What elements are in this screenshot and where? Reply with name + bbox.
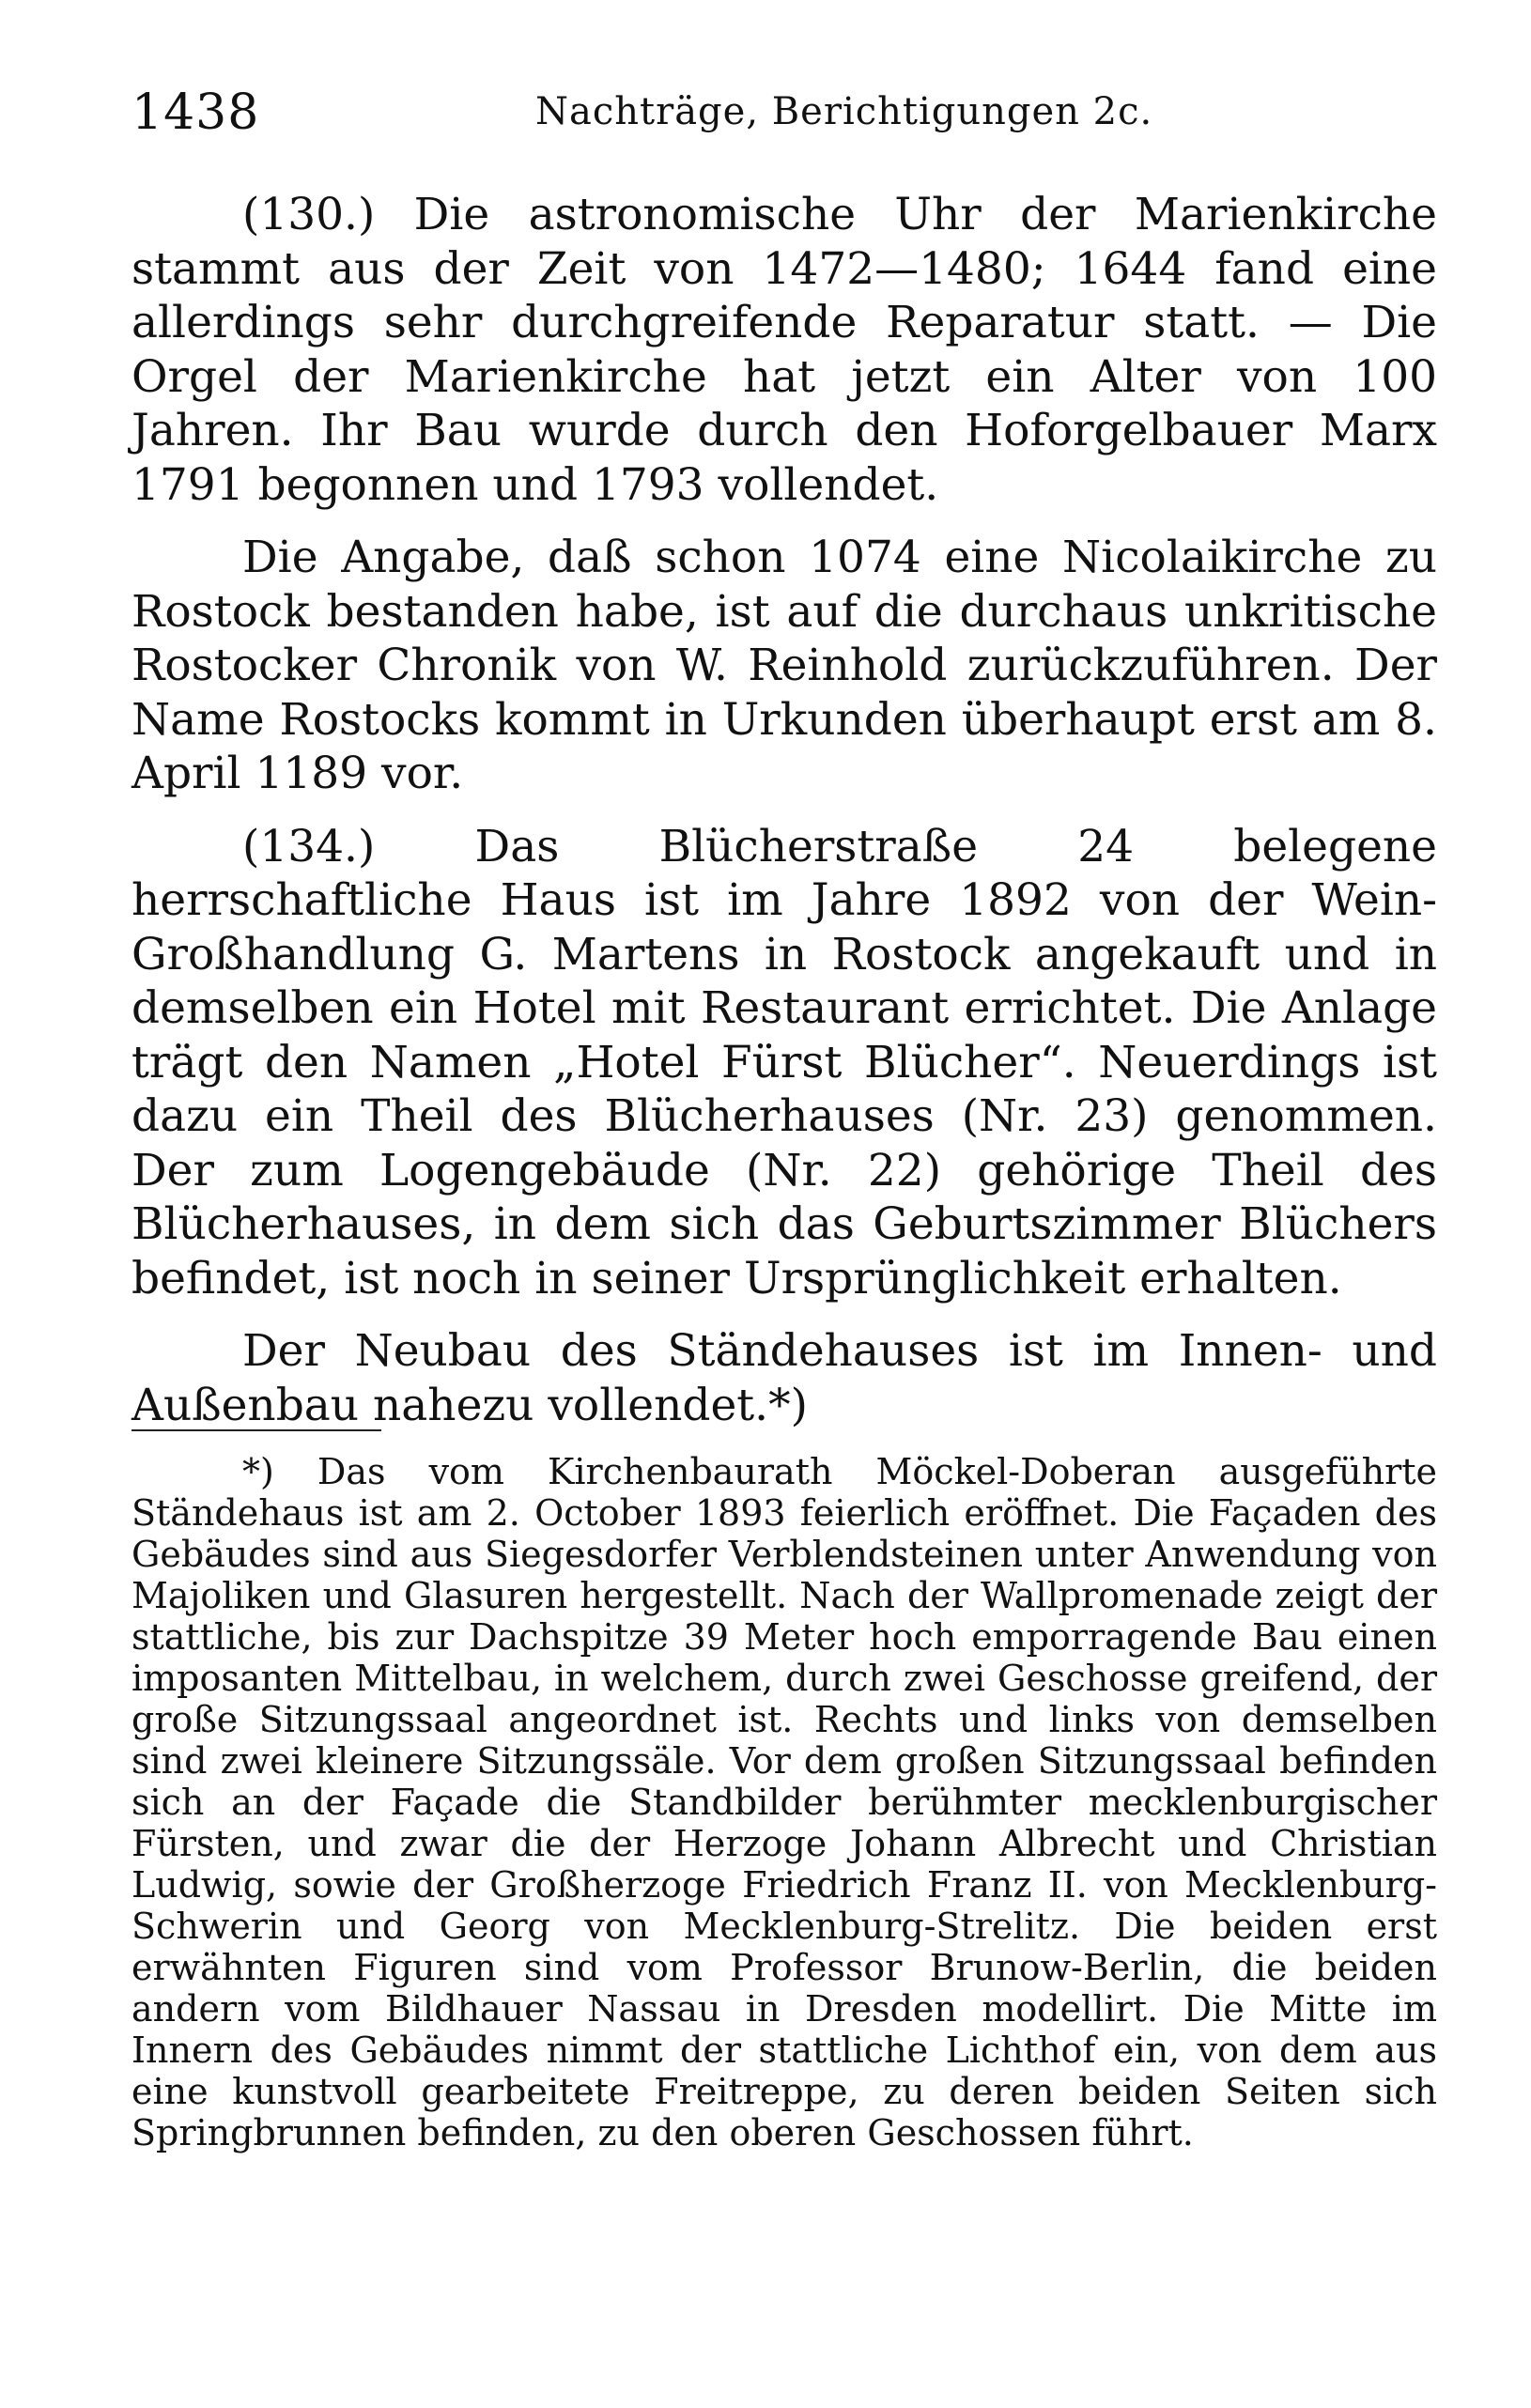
running-head: Nachträge, Berichtigungen 2c. <box>535 90 1153 133</box>
footnote-divider <box>131 1429 381 1431</box>
page-header <box>131 85 1437 150</box>
main-text <box>131 188 1437 1451</box>
paragraph-nicolaikirche: Die Angabe, daß schon 1074 eine Nicolaikirche zu Rostock bestanden habe, ist auf die durchaus unkritische Rostocker Chronik von W. Reinhold zurückzuführen. Der Name Rostocks kommt in Urkunden überhaupt erst am 8. April 1189 vor. <box>131 532 1437 799</box>
footnote-text: *) Das vom Kirchenbaurath Möckel-Doberan ausgeführte Ständehaus ist am 2. October 1893 feierlich eröffnet. Die Façaden des Gebäudes sind aus Siegesdorfer Verblendsteinen unter Anwendung von Majoliken und Glasuren hergestellt. Nach der Wallpromenade zeigt der stattliche, bis zur Dachspitze 39 Meter hoch emporragende Bau einen imposanten Mittelbau, in welchem, durch zwei Geschosse greifend, der große Sitzungssaal angeordnet ist. Rechts und links von demselben sind zwei kleinere Sitzungssäle. Vor dem großen Sitzungssaal befinden sich an der Façade die Standbilder berühmter mecklenburgischer Fürsten, und zwar die der Herzoge Johann Albrecht und Christian Ludwig, sowie der Großherzoge Friedrich Franz II. von Mecklenburg-Schwerin und Georg von Mecklenburg-Strelitz. Die beiden erst erwähnten Figuren sind vom Professor Brunow-Berlin, die beiden andern vom Bildhauer Nassau in Dresden modellirt. Die Mitte im Innern des Gebäudes nimmt der stattliche Lichthof ein, von dem aus eine kunstvoll gearbeitete Freitreppe, zu deren beiden Seiten sich Springbrunnen befinden, zu den oberen Geschossen führt. <box>131 1451 1437 2153</box>
page-number: 1438 <box>131 85 260 141</box>
paragraph-134-hotel-fuerst-bluecher: (134.) Das Blücherstraße 24 belegene herrschaftliche Haus ist im Jahre 1892 von der Wein-Großhandlung G. Martens in Rostock angekauft und in demselben ein Hotel mit Restaurant errichtet. Die Anlage trägt den Namen „Hotel Fürst Blücher“. Neuerdings ist dazu ein Theil des Blücherhauses (Nr. 23) genommen. Der zum Logengebäude (Nr. 22) gehörige Theil des Blücherhauses, in dem sich das Geburtszimmer Blüchers befindet, ist noch in seiner Ursprünglichkeit erhalten. <box>131 820 1437 1304</box>
footnote <box>131 1451 1437 2153</box>
paragraph-130-astronomical-clock: (130.) Die astronomische Uhr der Marienkirche stammt aus der Zeit von 1472—1480; 1644 fand eine allerdings sehr durchgreifende Reparatur statt. — Die Orgel der Marienkirche hat jetzt ein Alter von 100 Jahren. Ihr Bau wurde durch den Hoforgelbauer Marx 1791 begonnen und 1793 vollendet. <box>131 189 1437 511</box>
paragraph-staendehaus: Der Neubau des Ständehauses ist im Innen- und Außenbau nahezu vollendet.*) <box>131 1325 1437 1431</box>
